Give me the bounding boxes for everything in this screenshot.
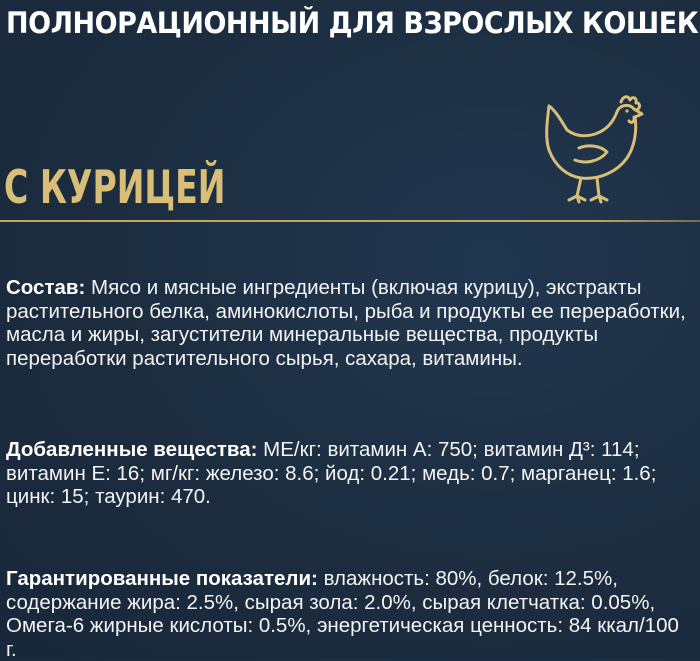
composition-section bbox=[6, 276, 694, 370]
guaranteed-section bbox=[6, 567, 694, 661]
flavor-title: С КУРИЦЕЙ bbox=[4, 160, 226, 214]
guaranteed-label: Гарантированные показатели: bbox=[6, 567, 318, 590]
gold-divider bbox=[0, 220, 700, 222]
additives-section bbox=[6, 438, 694, 509]
composition-label: Состав: bbox=[6, 276, 86, 299]
composition-text: Мясо и мясные ингредиенты (включая курицу), экстракты растительного белка, аминокислоты, рыба и продукты ее переработки, масла и жиры, загустители минеральные вещества, продукты переработки растительного сырья, сахара, витамины. bbox=[6, 276, 686, 370]
guaranteed-text: влажность: 80%, белок: 12.5%, содержание жира: 2.5%, сырая зола: 2.0%, сырая клетчатка: 0.05%, Омега-6 жирные кислоты: 0.5%, энергетическая ценность: 84 ккал/100 г. bbox=[6, 567, 679, 661]
additives-label: Добавленные вещества: bbox=[6, 438, 258, 461]
header-title: ПОЛНОРАЦИОННЫЙ ДЛЯ ВЗРОСЛЫХ КОШЕК bbox=[6, 6, 699, 40]
chicken-icon bbox=[537, 90, 647, 210]
additives-text: МЕ/кг: витамин А: 750; витамин Д³: 114; витамин Е: 16; мг/кг: железо: 8.6; йод: 0.21; медь: 0.7; марганец: 1.6; цинк: 15; таурин: 470. bbox=[6, 438, 657, 508]
